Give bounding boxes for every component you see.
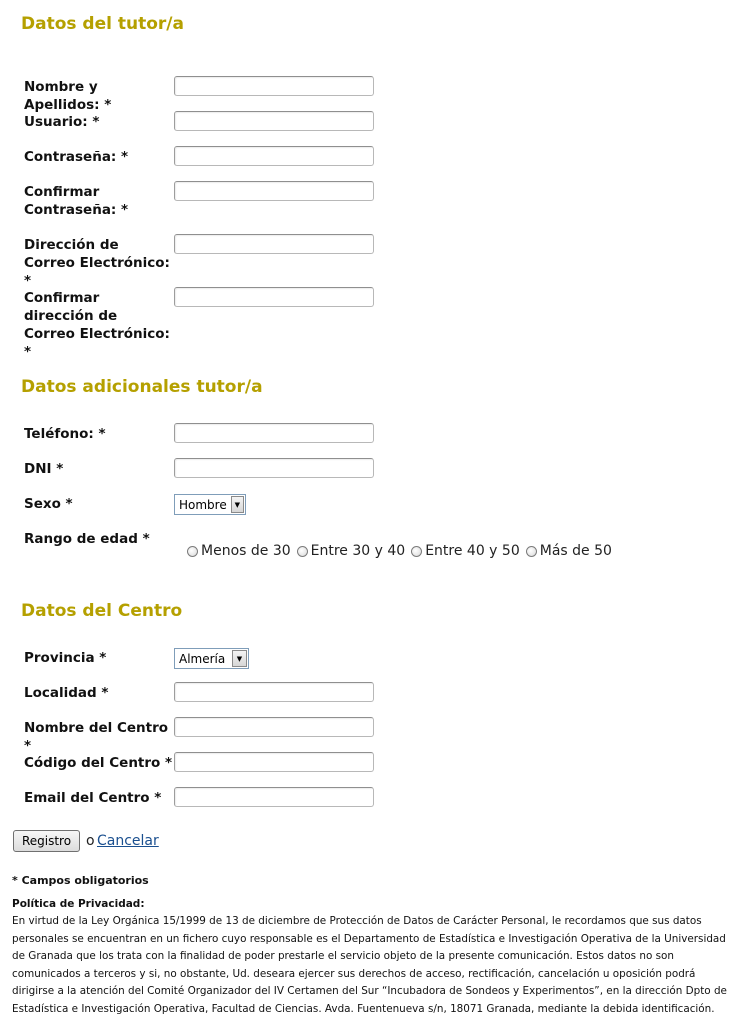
required-fields-note: * Campos obligatorios <box>12 874 149 887</box>
label-email-centro: Email del Centro * <box>24 790 162 806</box>
section-title-centro: Datos del Centro <box>21 601 183 621</box>
localidad-input[interactable] <box>174 682 374 702</box>
sexo-select[interactable] <box>174 494 246 515</box>
registro-button[interactable]: Registro <box>13 830 80 852</box>
provincia-select-value: Almería <box>179 651 226 666</box>
usuario-input[interactable] <box>174 111 374 131</box>
or-text: o <box>86 833 95 849</box>
confirmar-contrasena-input[interactable] <box>174 181 374 201</box>
label-sexo: Sexo * <box>24 496 73 512</box>
label-localidad: Localidad * <box>24 685 109 701</box>
rango-radio-2[interactable] <box>297 546 308 557</box>
label-rango: Rango de edad * <box>24 531 150 547</box>
section-title-tutor: Datos del tutor/a <box>21 14 184 34</box>
rango-radio-label-4: Más de 50 <box>539 543 612 559</box>
label-usuario: Usuario: * <box>24 114 100 130</box>
label-confirmar-correo: Confirmar dirección de Correo Electrónico: * <box>24 290 170 360</box>
rango-radio-label-1: Menos de 30 <box>201 543 291 559</box>
correo-input[interactable] <box>174 234 374 254</box>
chevron-down-icon[interactable]: ▼ <box>231 496 244 513</box>
nombre-centro-input[interactable] <box>174 717 374 737</box>
label-telefono: Teléfono: * <box>24 426 106 442</box>
label-codigo-centro: Código del Centro * <box>24 755 173 771</box>
label-correo: Dirección de Correo Electrónico: * <box>24 237 170 289</box>
privacy-text: En virtud de la Ley Orgánica 15/1999 de 13 de diciembre de Protección de Datos de Carácter Personal, le recordamos que sus datos personales se encuentran en un fichero cuyo responsable es el Departamento de Estadística e Investigación Operativa de la Universidad de Granada que los trata con la finalidad de poder prestarle el servicio objeto de la presente comunicación. Estos datos no son comunicados a terceros y si, no obstante, Ud. deseara ejercer sus derechos de acceso, rectificación, cancelación u oposición podrá dirigirse a la atención del Comité Organizador del IV Certamen del Sur “Incubadora de Sondeos y Experimentos”, en la dirección Dpto de Estadística e Investigación Operativa, Facultad de Ciencias. Avda. Fuentenueva s/n, 18071 Granada, mediante la debida identificación. <box>12 915 727 1015</box>
label-provincia: Provincia * <box>24 650 107 666</box>
rango-radio-1[interactable] <box>187 546 198 557</box>
rango-radio-label-3: Entre 40 y 50 <box>425 543 520 559</box>
section-title-adicionales: Datos adicionales tutor/a <box>21 377 263 397</box>
label-confirmar-contrasena: Confirmar Contraseña: * <box>24 184 129 218</box>
chevron-down-icon[interactable]: ▼ <box>232 650 247 667</box>
label-nombre-centro: Nombre del Centro * <box>24 720 169 754</box>
sexo-select-value: Hombre <box>179 497 227 512</box>
codigo-centro-input[interactable] <box>174 752 374 772</box>
dni-input[interactable] <box>174 458 374 478</box>
rango-radio-label-2: Entre 30 y 40 <box>310 543 406 559</box>
email-centro-input[interactable] <box>174 787 374 807</box>
contrasena-input[interactable] <box>174 146 374 166</box>
rango-radio-4[interactable] <box>526 546 537 557</box>
label-contrasena: Contraseña: * <box>24 149 129 165</box>
label-nombre: Nombre y Apellidos: * <box>24 79 112 113</box>
rango-radio-3[interactable] <box>411 546 422 557</box>
confirmar-correo-input[interactable] <box>174 287 374 307</box>
cancelar-link[interactable]: Cancelar <box>97 833 159 849</box>
telefono-input[interactable] <box>174 423 374 443</box>
label-dni: DNI * <box>24 461 64 477</box>
privacy-title: Política de Privacidad: <box>12 898 145 910</box>
nombre-input[interactable] <box>174 76 374 96</box>
rango-radio-group <box>185 543 616 559</box>
provincia-select[interactable] <box>174 648 249 669</box>
